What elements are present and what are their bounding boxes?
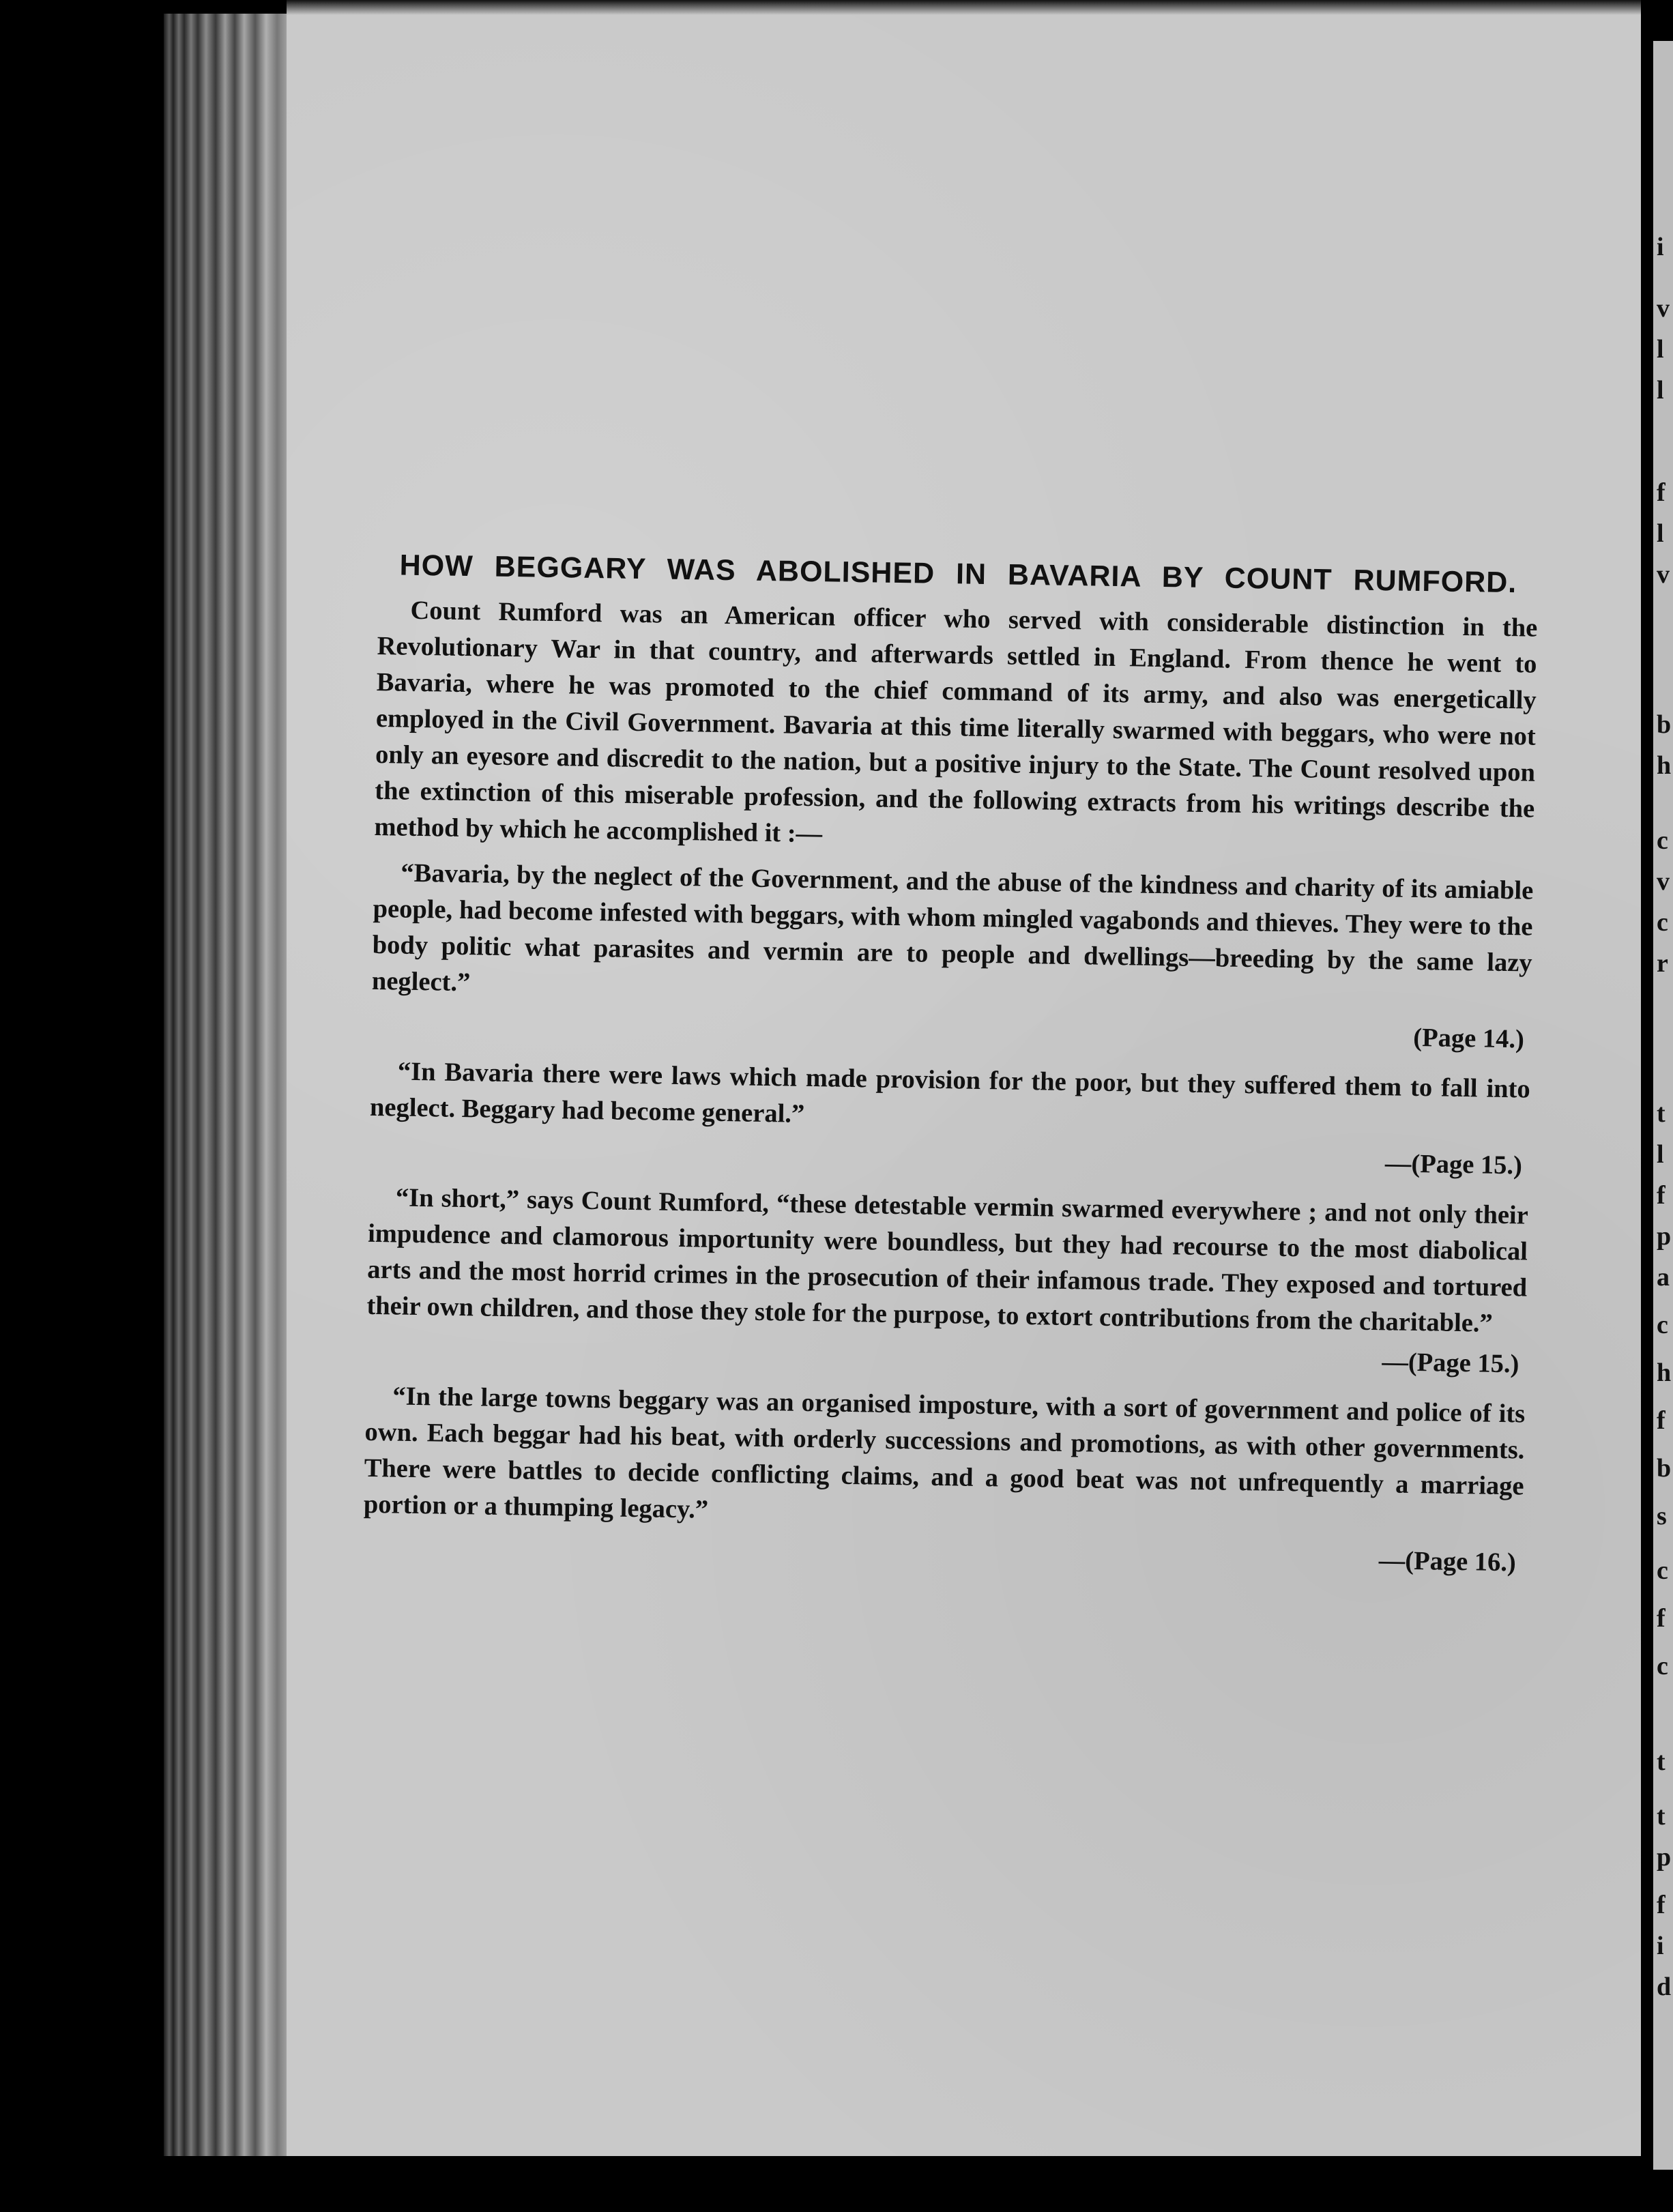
facing-page-letter: p [1657,1843,1672,1872]
facing-page-letter: t [1657,1802,1665,1831]
facing-page-letter: i [1657,1932,1664,1960]
binding-gutter [1641,0,1653,2212]
facing-page-letter: c [1657,826,1668,855]
facing-page-letter: v [1657,867,1670,896]
facing-page-letter: h [1657,1358,1672,1387]
article-title: HOW BEGGARY WAS ABOLISHED IN BAVARIA BY COUNT RUMFORD. [399,549,1517,600]
facing-page-letter: l [1657,519,1664,548]
facing-page-letter: p [1657,1222,1672,1251]
facing-page-letter: f [1657,1406,1665,1435]
page-citation: (Page 14.) [1413,1023,1525,1054]
page-citation: —(Page 15.) [1382,1348,1519,1379]
facing-page-letter: c [1657,1652,1668,1680]
page-top-shadow [287,0,1641,15]
facing-page-letter: h [1657,751,1672,780]
facing-page-letter: r [1657,949,1668,978]
stacked-page-edges [164,14,293,2156]
facing-page-letter: d [1657,1973,1672,2001]
facing-page-letter: c [1657,908,1668,937]
facing-page-letter: s [1657,1502,1667,1530]
facing-page-letter: f [1657,1604,1665,1633]
quote-paragraph: “Bavaria, by the neglect of the Government, and the abuse of the kindness and charity of its amiable people, had become infested with beggars, with whom mingled vagabonds and thieves. They were to the body politic what parasites and vermin are to people and dwellings—breeding by the same lazy neglect.” [371,858,1534,998]
article [362,546,1539,1595]
facing-page-letter: t [1657,1099,1665,1128]
facing-page-letter: l [1657,376,1664,405]
facing-page-letter: f [1657,1891,1665,1919]
facing-page-letter: a [1657,1263,1670,1292]
facing-page-letter: f [1657,478,1665,507]
quote-paragraph: “In Bavaria there were laws which made provision for the poor, but they suffered them to fall into neglect. Beggary had become general.” [369,1057,1531,1129]
facing-page-letter: v [1657,560,1670,589]
quote-paragraph: “In the large towns beggary was an organised imposture, with a sort of government and police of its own. Each beggar had his beat, with orderly successions and promotions, as with other governments. There were battles to decide conflicting claims, and a good beat was not unfrequently a marriage portion or a thumping legacy.” [363,1382,1526,1524]
facing-page-letter: l [1657,335,1664,364]
facing-page-letter: b [1657,1454,1672,1483]
page-citation: —(Page 15.) [1384,1149,1523,1180]
facing-page-letter: v [1657,294,1670,323]
quote-paragraph: “In short,” says Count Rumford, “these detestable vermin swarmed everywhere ; and not only their impudence and clamorous importunity were boundless, but they had recourse to the most diabolical arts and the most horrid crimes in the prosecution of their infamous trade. They exposed and tortured their own children, and those they stole for the purpose, to extort contributions from the charitable.” [366,1183,1529,1338]
facing-page-letter: t [1657,1747,1665,1776]
intro-paragraph: Count Rumford was an American officer who served with considerable distinction in the Revolutionary War in that country, and afterwards settled in England. From thence he went to Bavaria, where he was promoted to the chief command of its army, and also was energetically employed in the Civil Government. Bavaria at this time literally swarmed with beggars, who were not only an eyesore and discredit to the nation, but a positive injury to the State. The Count resolved upon the extinction of this miserable profession, and the following extracts from his writings describe the method by which he accomplished it :— [374,596,1538,849]
facing-page-letter: c [1657,1556,1668,1585]
facing-page-letter: f [1657,1181,1665,1210]
facing-page-letter: b [1657,710,1672,739]
facing-page-letter: i [1657,233,1664,261]
facing-page-letter: c [1657,1311,1668,1339]
facing-page-letter: l [1657,1140,1664,1169]
page-citation: —(Page 16.) [1378,1546,1517,1577]
